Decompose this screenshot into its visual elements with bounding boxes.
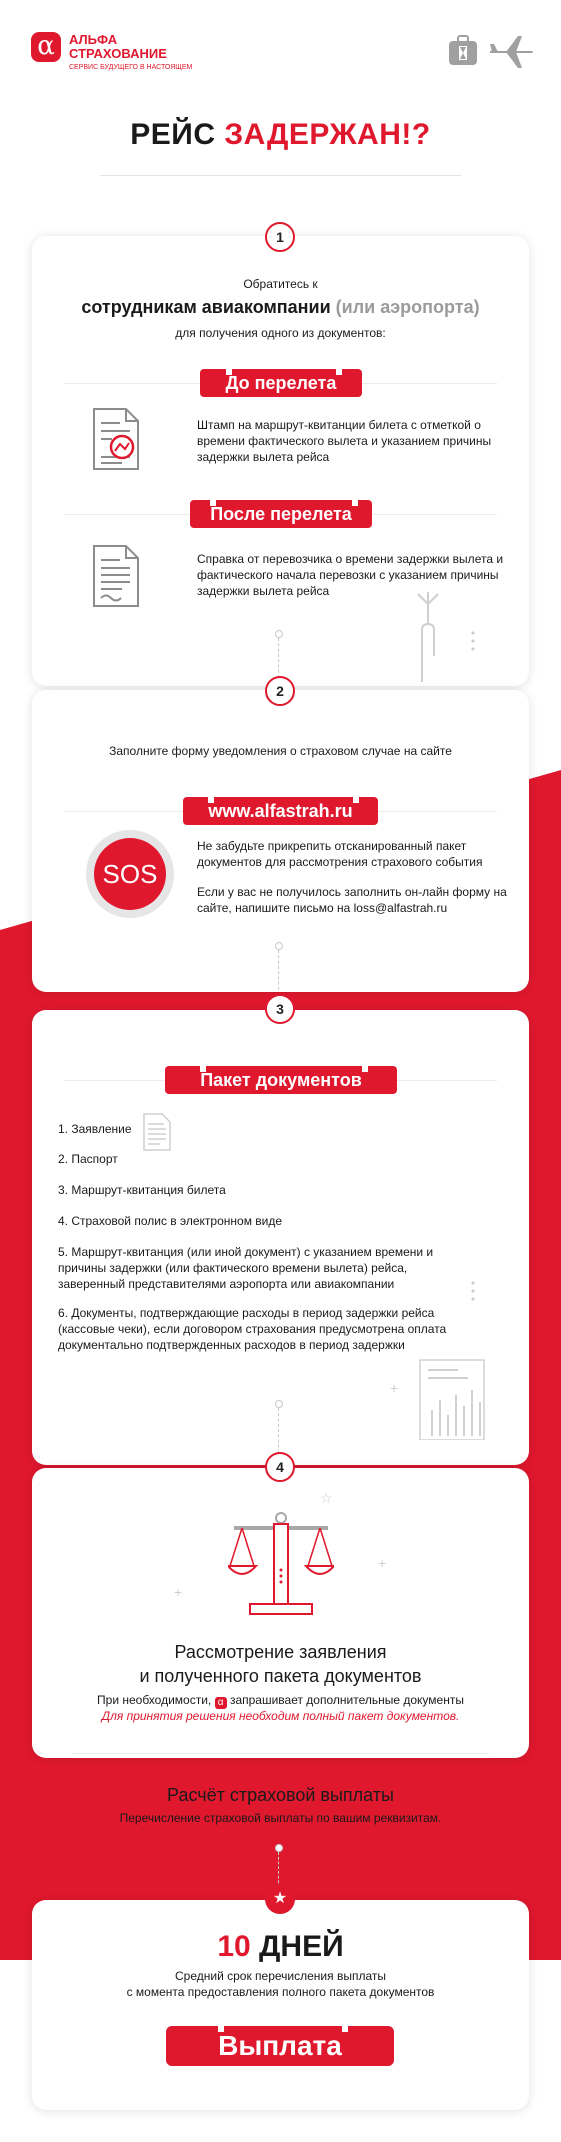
logo-tagline: СЕРВИС БУДУЩЕГО В НАСТОЯЩЕМ <box>69 64 193 71</box>
doc-item-5: 5. Маршрут-квитанция (или иной документ) с указанием времени и причины задержки (или фактического времени вылета) рейса, заверенный представителями аэропорта или авиакомпании <box>58 1245 434 1291</box>
decor-dots <box>470 1280 476 1302</box>
payout-banner: Выплата <box>166 2026 394 2066</box>
header <box>0 0 561 90</box>
airplane-icon <box>488 34 534 70</box>
step2-text1: Не забудьте прикрепить отсканированный пакет документов для рассмотрения страхового события <box>197 839 483 869</box>
days-word: ДНЕЙ <box>259 1930 344 1963</box>
sos-inner: SOS <box>94 838 166 910</box>
doc-item-4: 4. Страховой полис в электронном виде <box>58 1214 283 1228</box>
decor-dots <box>470 630 476 652</box>
final-line1: Средний срок перечисления выплаты <box>175 1969 386 1983</box>
decor-plus: + <box>174 1584 183 1600</box>
step4-number: 4 <box>265 1452 295 1482</box>
package-label: Пакет документов <box>165 1066 397 1094</box>
after-text: Справка от перевозчика о времени задержки вылета и фактического начала перевозки с указанием причины задержки вылета рейса <box>197 552 504 598</box>
alpha-logo-icon: α <box>31 32 61 62</box>
step4-note-red: Для принятия решения необходим полный пакет документов. <box>101 1709 460 1723</box>
calc-divider <box>72 1753 489 1754</box>
sos-icon[interactable] <box>86 830 174 918</box>
step1-main-grey: (или аэропорта) <box>335 297 480 317</box>
step4-title-line2: и полученного пакета документов <box>139 1666 422 1686</box>
connector-line <box>278 1852 279 1888</box>
connector-line <box>278 950 279 990</box>
star-badge-icon: ★ <box>265 1884 295 1914</box>
step2-text2: Если у вас не получилось заполнить он-лайн форму на сайте, напишите письмо на loss@alfastrah.ru <box>197 885 507 915</box>
step2-intro: Заполните форму уведомления о страховом случае на сайте <box>109 744 452 758</box>
connector-line <box>278 638 279 678</box>
step4-note <box>32 1692 529 1709</box>
connector-dot <box>275 942 283 950</box>
decor-plus: + <box>390 1380 399 1396</box>
decor-plus: + <box>378 1555 387 1571</box>
connector-dot <box>275 630 283 638</box>
title-divider <box>100 175 461 176</box>
logo[interactable] <box>31 32 231 76</box>
page-title <box>0 118 561 152</box>
doc-item-6: 6. Документы, подтверждающие расходы в период задержки рейса (кассовые чеки), если договором страхования предусмотрена оплата документально подтвержденных расходов в период задержки <box>58 1306 447 1352</box>
stamp-document-icon <box>92 407 140 471</box>
step4-note-pre: При необходимости, <box>97 1693 212 1707</box>
step1-number: 1 <box>265 222 295 252</box>
step1-sub: для получения одного из документов: <box>175 326 386 340</box>
document-icon <box>92 544 140 608</box>
hand-pointer-icon <box>408 590 448 682</box>
title-part1: РЕЙС <box>130 118 216 151</box>
doc-item-1: 1. Заявление <box>58 1122 132 1136</box>
doc-item-3: 3. Маршрут-квитанция билета <box>58 1183 226 1197</box>
step4-note-post: запрашивает дополнительные документы <box>229 1693 464 1707</box>
alpha-small-icon: α <box>215 1697 227 1709</box>
step1-main <box>32 297 529 318</box>
connector-dot <box>275 1400 283 1408</box>
before-label: До перелета <box>200 369 362 397</box>
days-number: 10 <box>217 1930 251 1963</box>
connector-dot <box>275 1844 283 1852</box>
days-label <box>32 1930 529 1964</box>
logo-line1: АЛЬФА <box>69 32 118 47</box>
logo-line2: СТРАХОВАНИЕ <box>69 46 167 61</box>
title-part2: ЗАДЕРЖАН!? <box>224 118 431 151</box>
after-label: После перелета <box>190 500 372 528</box>
application-doc-icon <box>142 1112 172 1152</box>
site-link[interactable]: www.alfastrah.ru <box>183 797 378 825</box>
decor-star-icon: ☆ <box>320 1490 333 1506</box>
step1-intro: Обратитесь к <box>243 277 318 291</box>
luggage-icon <box>446 34 480 68</box>
doc-item-2: 2. Паспорт <box>58 1152 118 1166</box>
receipt-chart-icon <box>418 1340 498 1440</box>
step1-main-text: сотрудникам авиакомпании <box>81 297 331 317</box>
before-text: Штамп на маршрут-квитанции билета с отметкой о времени фактического вылета и указанием причины задержки вылета рейса <box>197 418 492 464</box>
final-line2: с момента предоставления полного пакета документов <box>126 1985 435 1999</box>
calc-text: Перечисление страховой выплаты по вашим реквизитам. <box>119 1811 442 1825</box>
step4-title-line1: Рассмотрение заявления <box>174 1642 387 1662</box>
step3-number: 3 <box>265 994 295 1024</box>
scales-icon <box>228 1510 334 1622</box>
step2-number: 2 <box>265 676 295 706</box>
connector-line <box>278 1408 279 1458</box>
calc-title: Расчёт страховой выплаты <box>167 1785 394 1805</box>
